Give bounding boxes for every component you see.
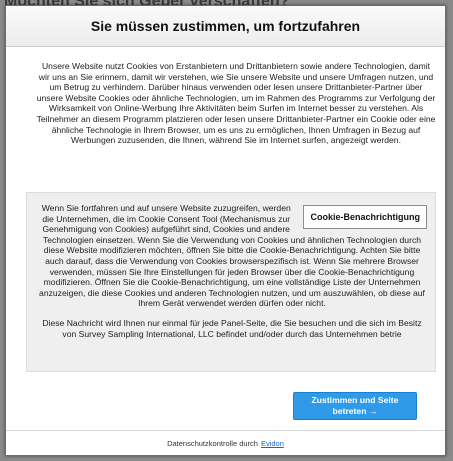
panel-paragraph-2: Diese Nachricht wird Ihnen nur einmal für jede Panel-Seite, die Sie besuchen und die sich im Besitz von Survey Sampling International, LLC befindet und/oder durch das Unternehmen betrie — [42, 317, 422, 339]
footer-text: Datenschutzkontrolle durch — [167, 438, 258, 448]
dialog-header — [6, 6, 445, 47]
agree-and-enter-button[interactable]: Zustimmen und Seite betreten → — [293, 392, 417, 420]
dialog-title: Sie müssen zustimmen, um fortzufahren — [90, 18, 361, 34]
consent-dialog — [5, 5, 446, 456]
intro-text: Unsere Website nutzt Cookies von Erstanbietern und Drittanbietern sowie andere Technologien, damit wir uns an Sie erinnern, damit wir verstehen, wie Sie unsere Website und unsere Umfragen nutzen, und um Betrug zu verhindern. Darüber hinaus verwenden oder lesen unsere Drittanbieter-Partner über unsere Website Cookies oder ähnliche Technologien, um im Rahmen des Programms zur Verfolgung der Wirksamkeit von Online-Werbung Ihre Aktivitäten beim Surfen im Internet besser zu verstehen. Als Teilnehmer an diesem Programm platzieren oder lesen unsere Drittanbieter-Partner ein Cookie oder eine ähnliche Technologie in Ihrem Browser, um es uns zu ermöglichen, Ihnen Umfragen in Bezug auf Werbungen zuzusenden, die Ihnen, während Sie im Internet surfen, angezeigt werden. — [36, 61, 436, 146]
dialog-footer — [6, 430, 445, 455]
panel-paragraph-1: Wenn Sie fortfahren und auf unsere Website zuzugreifen, werden die Unternehmen, die im Cookie Consent Tool (Mechanismus zur Genehmigung von Cookies) aufgeführt sind, Cookies und andere Technologien einsetzen. Wenn Sie die Verwendung von Cookies und ähnlichen Technologien durch diese Website modifizieren möchten, öffnen Sie bitte die Cookie-Benachrichtigung. Achten Sie bitte auch darauf, dass die Verwendung von Cookies browserspezifisch ist. Wenn Sie mehrere Browser verwenden, müssen Sie Ihre Einstellungen für jeden Browser über die Cookie-Benachrichtigung modifizieren. Öffnen Sie die Cookie-Benachrichtigung, um eine vollständige Liste der Unternehmen anzuzeigen, die diese Cookies und anderen Technologien nutzen, und um auszuwählen, ob diese auf Ihrem Gerät verwendet werden dürfen oder nicht. — [39, 203, 425, 309]
cookie-notice-button[interactable]: Cookie-Benachrichtigung — [303, 205, 427, 229]
evidon-link[interactable]: Evidon — [260, 438, 284, 448]
cookie-info-panel — [26, 192, 436, 372]
